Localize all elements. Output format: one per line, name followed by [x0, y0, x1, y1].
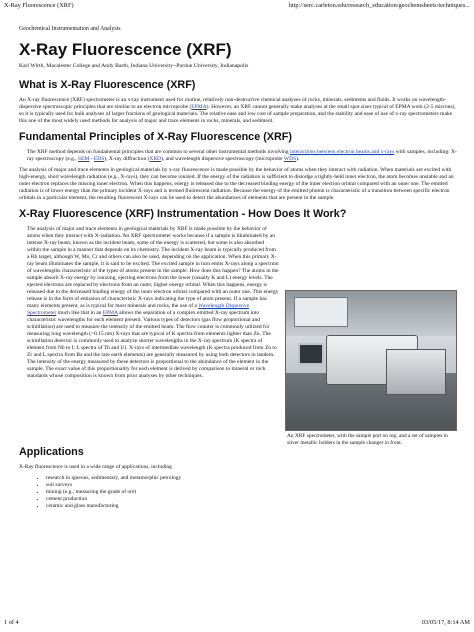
heading-fundamental-principles: Fundamental Principles of X-Ray Fluorescence (XRF)	[19, 131, 292, 143]
article	[19, 26, 457, 510]
figure-caption: An XRF spectrometer, with the sample port on top, and a set of samples in silver metallic holders in the sample changer in front.	[287, 433, 448, 446]
breadcrumb: Geochemical Instrumentation and Analysis	[19, 26, 121, 32]
print-timestamp: 03/05/17, 8:14 AM	[421, 619, 470, 626]
link-interactions[interactable]: interactions between electron beams and x-rays	[290, 149, 395, 155]
heading-what-is-xrf: What is X-Ray Fluorescence (XRF)	[19, 79, 196, 91]
applications-intro: X-Ray fluorescence is used in a wide range of applications, including	[19, 464, 172, 471]
page-indicator: 1 of 4	[4, 619, 19, 626]
page-url: http://serc.carleton.edu/research_education/geochemsheets/techniques...	[288, 2, 470, 9]
list-item: • soil surveys	[46, 482, 457, 489]
paragraph-principles-1: The XRF method depends on fundamental principles that are common to several other instrumental methods involving interactions between electron beams and x-rays with samples, including: X-ray spectroscopy (e.g., SEM - EDS), X-ray diffraction (XRD), and wavelength dispersive spectroscopy (microprobe WDS).	[27, 149, 457, 162]
browser-header	[4, 2, 470, 12]
list-item: • cement production	[46, 496, 457, 503]
spectrometer-photo	[285, 290, 457, 431]
link-epma[interactable]: EPMA	[191, 104, 207, 110]
heading-applications: Applications	[19, 446, 84, 459]
link-epma-2[interactable]: EPMA	[102, 310, 118, 316]
figure-xrf-spectrometer	[285, 290, 457, 446]
browser-footer	[4, 619, 470, 629]
list-item: • research in igneous, sedimentary, and metamorphic petrology	[46, 475, 457, 482]
paragraph-instrumentation: The analysis of major and trace elements in geological materials by XRF is made possible by the behavior of atoms when they interact with X-radiation. An XRF spectrometer works because if a sample is illuminated by an intense X-ray beam, known as the incident beam, some of the energy is scattered, but some is also absorbed within the sample in a manner that depends on its chemistry. The incident X-ray beam is typically produced from a Rh target, although W, Mo, Cr and others can also be used, depending on the application. When this primary X-ray beam illuminates the sample, it is said to be excited. The excited sample in turn emits X-rays along a spectrum of wavelengths characteristic of the types of atoms present in the sample. How does this happen? The atoms in the sample absorb X-ray energy by ionizing, ejecting electrons from the lower (usually K and L) energy levels. The ejected electrons are replaced by electrons from an outer, higher energy orbital. When this happens, energy is released due to the decreased binding energy of the inner electron orbital compared with an outer one. This energy release is in the form of emission of characteristic X-rays indicating the type of atom present. If a sample has many elements present, as is typical for most minerals and rocks, the use of a Wavelength Dispersive Spectrometer much like that in an EPMA allows the separation of a complex emitted X-ray spectrum into characteristic wavelengths for each element present. Various types of detectors (gas flow proportional and scintillation) are used to measure the intensity of the emitted beam. The flow counter is commonly utilized for measuring long wavelength (>0.15 nm) X-rays that are typical of K spectra from elements lighter than Zn. The scintillation detector is commonly used to analyze shorter wavelengths in the X-ray spectrum (K spectra of element from Nb to I; L spectra of Th and U). X-rays of intermediate wavelength (K spectra produced from Zn to Zr and L spectra from Ba and the rare earth elements) are generally measured by using both detectors in tandem. The intensity of the energy measured by these detectors is proportional to the abundance of the element in the sample. The exact value of this proportionality for each element is derived by comparison to mineral or rock standards whose composition is known from prior analyses by other techniques.	[27, 226, 279, 379]
heading-instrumentation: X-Ray Fluorescence (XRF) Instrumentation - How Does It Work?	[19, 208, 347, 220]
link-wds[interactable]: WDS	[283, 156, 297, 162]
article-title: X-Ray Fluorescence (XRF)	[19, 40, 232, 59]
link-wds-spectrometer[interactable]: Wavelength Dispersive Spectrometer	[27, 303, 250, 316]
link-xrd[interactable]: XRD	[149, 156, 162, 162]
page-title-header: X-Ray Fluorescence (XRF)	[4, 2, 74, 9]
list-item: • ceramic and glass manufacturing	[46, 503, 457, 510]
paragraph-principles-2: The analysis of major and trace elements in geological materials by x-ray fluorescence is made possible by the behavior of atoms when they interact with radiation. When materials are excited with high-energy, short wavelength radiation (e.g., X-rays), they can become ionized. If the energy of the radiation is sufficient to dislodge a tightly-held inner electron, the atom becomes unstable and an outer electron replaces the missing inner electron. When this happens, energy is released due to the decreased binding energy of the inner electron orbital compared with an outer one. The emitted radiation is of lower energy than the primary incident X-rays and is termed fluorescent radiation. Because the energy of the emitted photon is characteristic of a transition between specific electron orbitals in a particular element, the resulting fluorescent X-rays can be used to detect the abundances of elements that are present in the sample.	[19, 167, 454, 201]
link-sem[interactable]: SEM	[78, 156, 90, 162]
authors: Karl Wirth, Macalester College and Andy Barth, Indiana University~Purdue University, Indianapolis	[19, 63, 249, 69]
applications-list	[19, 475, 457, 510]
paragraph-what-is-xrf: An X-ray fluorescence (XRF) spectrometer is an x-ray instrument used for routine, relatively non-destructive chemical analyses of rocks, minerals, sediments and fluids. It works on wavelength-dispersive spectroscopic principles that are similar to an electron microprobe (EPMA). However, an XRF cannot generally make analyses at the small spot sizes typical of EPMA work (2-5 microns), so it is typically used for bulk analyses of larger fractions of geological materials. The relative ease and low cost of sample preparation, and the stability and ease of use of x-ray spectrometers make this one of the most widely used methods for analysis of major and trace elements in rocks, minerals, and sediment.	[19, 97, 456, 124]
link-eds[interactable]: EDS	[93, 156, 105, 162]
list-item: • mining (e.g., measuring the grade of ore)	[46, 489, 457, 496]
